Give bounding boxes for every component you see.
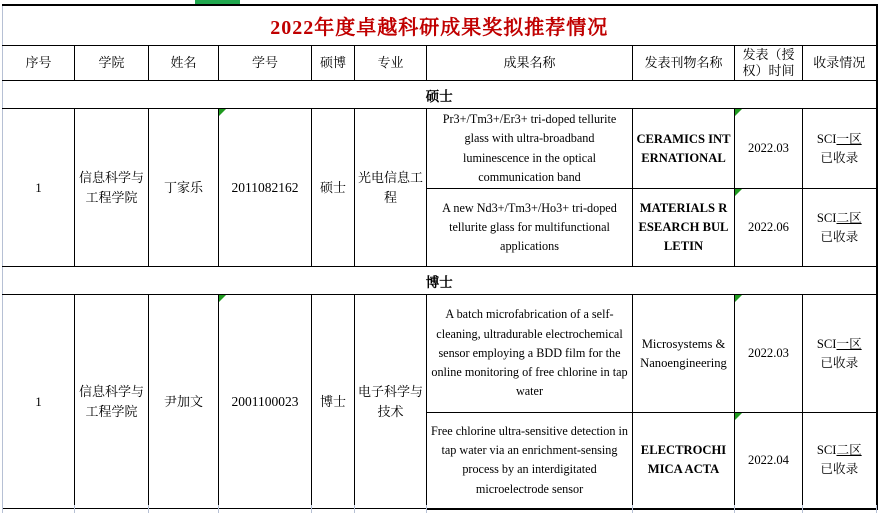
col-header-degree[interactable]: 硕博 [312, 45, 355, 81]
index-tier-line: SCI二区 [816, 443, 862, 458]
achievement-title-cell[interactable]: A batch microfabrication of a self-cleaning, ultradurable electrochemical sensor employing a BDD film for the online monitoring of free chlorine in tap water [427, 295, 633, 413]
recommendation-table [2, 4, 878, 510]
col-header-college[interactable]: 学院 [75, 45, 149, 81]
col-header-index[interactable]: 收录情况 [803, 45, 877, 81]
error-indicator-icon [219, 109, 226, 116]
table-row [3, 109, 877, 189]
achievement-title-cell[interactable]: Free chlorine ultra-sensitive detection in tap water via an enrichment-sensing process by an interdigitated microelectrode sensor [427, 413, 633, 509]
sheet-gridline-stub [354, 505, 355, 513]
index-status-cell[interactable] [803, 189, 877, 267]
student-id-value: 2011082162 [231, 179, 299, 195]
date-cell[interactable] [735, 109, 803, 189]
sheet-gridline-stub [74, 505, 75, 513]
error-indicator-icon [219, 295, 226, 302]
col-header-journal[interactable]: 发表刊物名称 [633, 45, 735, 81]
index-status-line: 已收录 [820, 229, 859, 244]
error-indicator-icon [735, 413, 742, 420]
journal-cell[interactable]: CERAMICS INTERNATIONAL [633, 109, 735, 189]
col-header-name[interactable]: 姓名 [149, 45, 219, 81]
index-status-cell[interactable] [803, 413, 877, 509]
date-value: 2022.03 [748, 346, 789, 361]
sheet-gridline-stub [148, 505, 149, 513]
col-header-achievement[interactable]: 成果名称 [427, 45, 633, 81]
index-status-cell[interactable] [803, 109, 877, 189]
date-cell[interactable] [735, 295, 803, 413]
section-row-doctor [3, 267, 877, 295]
col-header-date[interactable]: 发表（授权）时间 [735, 45, 803, 81]
journal-cell[interactable]: Microsystems & Nanoengineering [633, 295, 735, 413]
major-cell[interactable]: 电子科学与技术 [355, 295, 427, 509]
sheet-gridline-stub [734, 505, 735, 513]
index-status-line: 已收录 [820, 355, 859, 370]
index-tier-line: SCI二区 [816, 210, 862, 225]
index-status-line: 已收录 [820, 150, 859, 165]
sheet-gridline-stub [426, 505, 427, 513]
degree-cell[interactable]: 博士 [312, 295, 355, 509]
date-cell[interactable] [735, 189, 803, 267]
sheet-gridline-stub [632, 505, 633, 513]
serial-cell[interactable]: 1 [3, 109, 75, 267]
student-id-value: 2001100023 [231, 393, 299, 409]
sheet-gridline-stub [876, 505, 877, 513]
date-cell[interactable] [735, 413, 803, 509]
student-id-cell[interactable] [219, 295, 312, 509]
journal-cell[interactable]: MATERIALS RESEARCH BULLETIN [633, 189, 735, 267]
achievement-title-cell[interactable]: A new Nd3+/Tm3+/Ho3+ tri-doped tellurite glass for multifunctional applications [427, 189, 633, 267]
section-label-doctor[interactable]: 博士 [3, 267, 877, 295]
section-row-master [3, 81, 877, 109]
student-id-cell[interactable] [219, 109, 312, 267]
college-cell[interactable]: 信息科学与工程学院 [75, 295, 149, 509]
journal-cell[interactable]: ELECTROCHIMICA ACTA [633, 413, 735, 509]
sheet-gridline-stub [802, 505, 803, 513]
index-status-cell[interactable] [803, 295, 877, 413]
achievement-title-cell[interactable]: Pr3+/Tm3+/Er3+ tri-doped tellurite glass with ultra-broadband luminescence in the optical communication band [427, 109, 633, 189]
college-cell[interactable]: 信息科学与工程学院 [75, 109, 149, 267]
col-header-student-id[interactable]: 学号 [219, 45, 312, 81]
serial-cell[interactable]: 1 [3, 295, 75, 509]
sheet-gridline-stub [311, 505, 312, 513]
col-header-serial[interactable]: 序号 [3, 45, 75, 81]
date-value: 2022.06 [748, 220, 789, 235]
date-value: 2022.03 [748, 141, 789, 156]
header-row [3, 45, 877, 81]
section-label-master[interactable]: 硕士 [3, 81, 877, 109]
major-cell[interactable]: 光电信息工程 [355, 109, 427, 267]
error-indicator-icon [735, 109, 742, 116]
degree-cell[interactable]: 硕士 [312, 109, 355, 267]
index-tier-line: SCI一区 [816, 336, 862, 351]
error-indicator-icon [735, 295, 742, 302]
name-cell[interactable]: 丁家乐 [149, 109, 219, 267]
col-header-major[interactable]: 专业 [355, 45, 427, 81]
sheet-gridline-stub [218, 505, 219, 513]
title-row [3, 5, 877, 45]
name-cell[interactable]: 尹加文 [149, 295, 219, 509]
sheet-gridline-stub [2, 505, 3, 513]
date-value: 2022.04 [748, 452, 789, 467]
table-title[interactable]: 2022年度卓越科研成果奖拟推荐情况 [3, 5, 877, 45]
index-status-line: 已收录 [820, 462, 859, 477]
index-tier-line: SCI一区 [816, 131, 862, 146]
error-indicator-icon [735, 189, 742, 196]
table-row [3, 295, 877, 413]
